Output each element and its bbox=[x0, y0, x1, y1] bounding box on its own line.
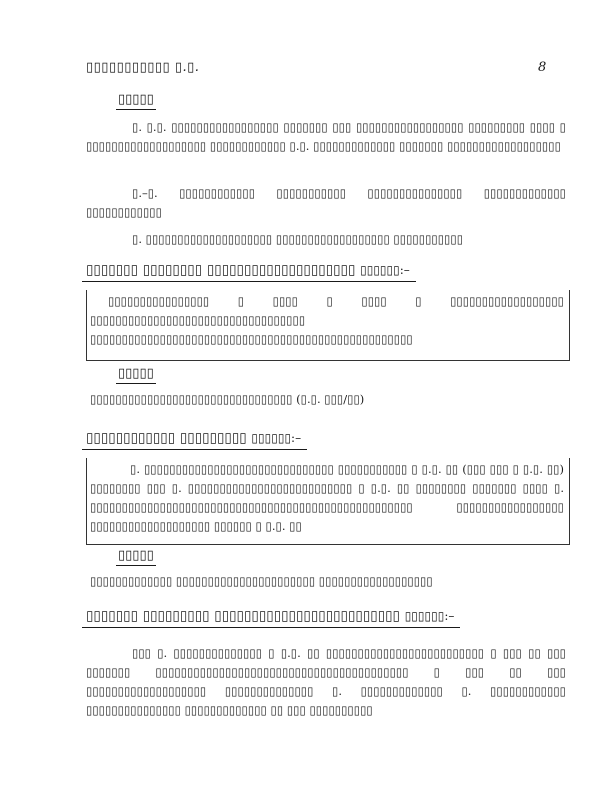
question-heading-3 bbox=[86, 430, 301, 446]
questioner-name: ▯▯▯▯▯▯▯ ▯▯▯▯▯▯▯▯ ▯▯▯▯▯▯▯▯▯▯▯▯▯▯▯▯▯▯▯▯ bbox=[86, 262, 356, 278]
running-header: ▯▯▯▯▯▯▯▯▯▯▯ ▯.▯. bbox=[86, 60, 200, 75]
asks-text: ▯▯▯▯▯▯:– bbox=[404, 609, 455, 623]
asks-text: ▯▯▯▯▯▯:– bbox=[360, 263, 410, 277]
answer-label-2: ▯▯▯▯▯ bbox=[118, 366, 154, 381]
question-body-2: ▯▯▯▯▯▯▯▯▯▯▯▯▯▯▯▯ ▯ ▯▯▯▯ ▯ ▯▯▯▯ ▯ ▯▯▯▯▯▯▯▯▯▯▯▯▯▯▯▯▯▯ ▯▯▯▯▯▯▯▯▯▯▯▯▯▯▯▯▯▯▯▯▯▯▯▯▯▯▯▯▯▯▯▯▯▯ ▯▯▯▯▯▯▯▯▯▯▯▯▯▯▯▯▯▯▯▯▯▯▯▯▯▯▯▯▯▯▯▯▯▯▯▯▯▯▯▯▯▯▯▯▯▯▯▯▯▯▯ bbox=[90, 294, 564, 346]
question-heading-4 bbox=[86, 608, 454, 624]
questioner-name: ▯▯▯▯▯▯▯ ▯▯▯▯▯▯▯▯▯ ▯▯▯▯▯▯▯▯▯▯▯▯▯▯▯▯▯▯▯▯▯▯▯▯▯ bbox=[86, 608, 400, 624]
answer-label-3: ▯▯▯▯▯ bbox=[118, 548, 154, 563]
question-heading-2 bbox=[86, 262, 410, 278]
page-number: 8 bbox=[538, 60, 547, 75]
question-body-4: ▯▯▯ ▯. ▯▯▯▯▯▯▯▯▯▯▯▯▯▯ ▯ ▯.▯. ▯▯ ▯▯▯▯▯▯▯▯▯▯▯▯▯▯▯▯▯▯▯▯▯▯▯▯▯ ▯ ▯▯▯ ▯▯ ▯▯▯ ▯▯▯▯▯▯▯ ▯▯▯▯▯▯▯▯▯▯▯▯▯▯▯▯▯▯▯▯▯▯▯▯▯▯▯▯▯▯▯▯▯▯▯▯▯▯▯▯ ▯ ▯▯▯ ▯▯ ▯▯▯ ▯▯▯▯▯▯▯▯▯▯▯▯▯▯▯▯▯▯▯ ▯▯▯▯▯▯▯▯▯▯▯▯▯▯ ▯. ▯▯▯▯▯▯▯▯▯▯▯▯▯ ▯. ▯▯▯▯▯▯▯▯▯▯▯▯ ▯▯▯▯▯▯▯▯▯▯▯▯▯▯▯ ▯▯▯▯▯▯▯▯▯▯▯▯▯ ▯▯ ▯▯▯ ▯▯▯▯▯▯▯▯▯▯ bbox=[86, 646, 566, 717]
answer-paragraph-1: ▯. ▯.▯. ▯▯▯▯▯▯▯▯▯▯▯▯▯▯▯▯▯ ▯▯▯▯▯▯▯ ▯▯▯ ▯▯▯▯▯▯▯▯▯▯▯▯▯▯▯▯▯ ▯▯▯▯▯▯▯▯▯ ▯▯▯▯ ▯ ▯▯▯▯▯▯▯▯▯▯▯▯▯▯▯▯▯▯▯ ▯▯▯▯▯▯▯▯▯▯▯▯ ▯.▯. ▯▯▯▯▯▯▯▯▯▯▯▯▯ ▯▯▯▯▯▯▯ ▯▯▯▯▯▯▯▯▯▯▯▯▯▯▯▯▯▯ bbox=[86, 120, 566, 153]
answer-paragraph-2: ▯.–▯. ▯▯▯▯▯▯▯▯▯▯▯▯ ▯▯▯▯▯▯▯▯▯▯▯ ▯▯▯▯▯▯▯▯▯▯▯▯▯▯▯ ▯▯▯▯▯▯▯▯▯▯▯▯▯ ▯▯▯▯▯▯▯▯▯▯▯▯ bbox=[86, 186, 566, 219]
answer-body-3: ▯▯▯▯▯▯▯▯▯▯▯▯▯ ▯▯▯▯▯▯▯▯▯▯▯▯▯▯▯▯▯▯▯▯▯▯ ▯▯▯▯▯▯▯▯▯▯▯▯▯▯▯▯▯▯ bbox=[90, 574, 433, 588]
answer-label: ▯▯▯▯▯ bbox=[118, 92, 154, 107]
answer-paragraph-3: ▯. ▯▯▯▯▯▯▯▯▯▯▯▯▯▯▯▯▯▯▯▯ ▯▯▯▯▯▯▯▯▯▯▯▯▯▯▯▯▯▯ ▯▯▯▯▯▯▯▯▯▯▯ bbox=[132, 232, 464, 246]
asks-text: ▯▯▯▯▯▯:– bbox=[251, 431, 302, 445]
questioner-name: ▯▯▯▯▯▯▯▯▯▯▯▯ ▯▯▯▯▯▯▯▯▯ bbox=[86, 430, 247, 446]
question-body-3: ▯. ▯▯▯▯▯▯▯▯▯▯▯▯▯▯▯▯▯▯▯▯▯▯▯▯▯▯▯▯▯▯ ▯▯▯▯▯▯▯▯▯▯▯ ▯ ▯.▯. ▯▯ (▯▯▯ ▯▯▯ ▯ ▯.▯. ▯▯) ▯▯▯▯▯▯▯▯ ▯▯▯ ▯. ▯▯▯▯▯▯▯▯▯▯▯▯▯▯▯▯▯▯▯▯▯▯▯▯▯▯ ▯ ▯.▯. ▯▯ ▯▯▯▯▯▯▯▯ ▯▯▯▯▯▯▯ ▯▯▯▯ ▯. ▯▯▯▯▯▯▯▯▯▯▯▯▯▯▯▯▯▯▯▯▯▯▯▯▯▯▯▯▯▯▯▯▯▯▯▯▯▯▯▯▯▯▯▯▯▯▯▯▯▯▯ ▯▯▯▯▯▯▯▯▯▯▯▯▯▯▯▯▯ ▯▯▯▯▯▯▯▯▯▯▯▯▯▯▯▯▯▯▯ ▯▯▯▯▯▯ ▯ ▯.▯. ▯▯ bbox=[90, 462, 564, 533]
answer-body-2: ▯▯▯▯▯▯▯▯▯▯▯▯▯▯▯▯▯▯▯▯▯▯▯▯▯▯▯▯▯▯▯▯ (▯.▯. ▯▯▯/▯▯) bbox=[90, 392, 365, 406]
